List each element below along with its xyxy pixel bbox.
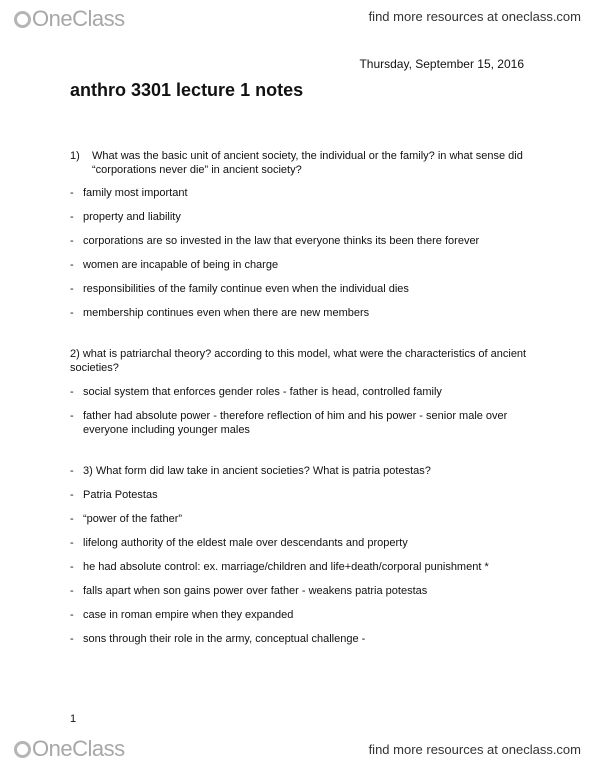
list-item: - he had absolute control: ex. marriage/children and life+death/corporal punishment * (70, 561, 489, 573)
list-item: - responsibilities of the family continue even when the individual dies (70, 283, 409, 295)
list-item: - falls apart when son gains power over father - weakens patria potestas (70, 585, 428, 597)
logo-text: OneClass (32, 6, 125, 31)
question-1 (70, 149, 530, 177)
list-item: - family most important (70, 187, 188, 199)
question-text: What was the basic unit of ancient society, the individual or the family? in what sense did “corporations never die” in ancient society? (92, 150, 523, 176)
logo-text: OneClass (32, 736, 125, 761)
list-item: - sons through their role in the army, conceptual challenge - (70, 633, 366, 645)
resources-link-top[interactable]: find more resources at oneclass.com (368, 9, 581, 24)
note-date: Thursday, September 15, 2016 (359, 57, 524, 71)
question-number: 1) (70, 150, 80, 162)
resources-link-bottom[interactable]: find more resources at oneclass.com (368, 742, 581, 757)
answer-list-2 (70, 385, 530, 437)
list-item: - case in roman empire when they expanded (70, 609, 294, 621)
list-item: - “power of the father” (70, 513, 183, 525)
logo-ring-icon (14, 741, 31, 758)
oneclass-logo-bottom[interactable] (14, 736, 125, 762)
question-text: 2) what is patriarchal theory? according to this model, what were the characteristics of ancient societies? (70, 348, 527, 374)
answer-list-1 (70, 186, 530, 320)
list-item: - social system that enforces gender roles - father is head, controlled family (70, 386, 442, 398)
list-item: - Patria Potestas (70, 489, 158, 501)
list-item: - women are incapable of being in charge (70, 259, 279, 271)
list-item: - membership continues even when there are new members (70, 307, 370, 319)
logo-ring-icon (14, 11, 31, 28)
list-item: - 3) What form did law take in ancient societies? What is patria potestas? (70, 465, 431, 477)
list-item: - father had absolute power - therefore reflection of him and his power - senior male over everyone including younger males (70, 410, 508, 436)
page-title: anthro 3301 lecture 1 notes (70, 80, 304, 100)
list-item: - property and liability (70, 211, 181, 223)
list-item: - lifelong authority of the eldest male over descendants and property (70, 537, 408, 549)
question-2 (70, 347, 530, 375)
list-item: - corporations are so invested in the law that everyone thinks its been there forever (70, 235, 480, 247)
oneclass-logo-top[interactable] (14, 6, 125, 32)
page-number: 1 (70, 713, 77, 725)
notes-body (70, 149, 530, 646)
answer-list-3 (70, 464, 530, 646)
